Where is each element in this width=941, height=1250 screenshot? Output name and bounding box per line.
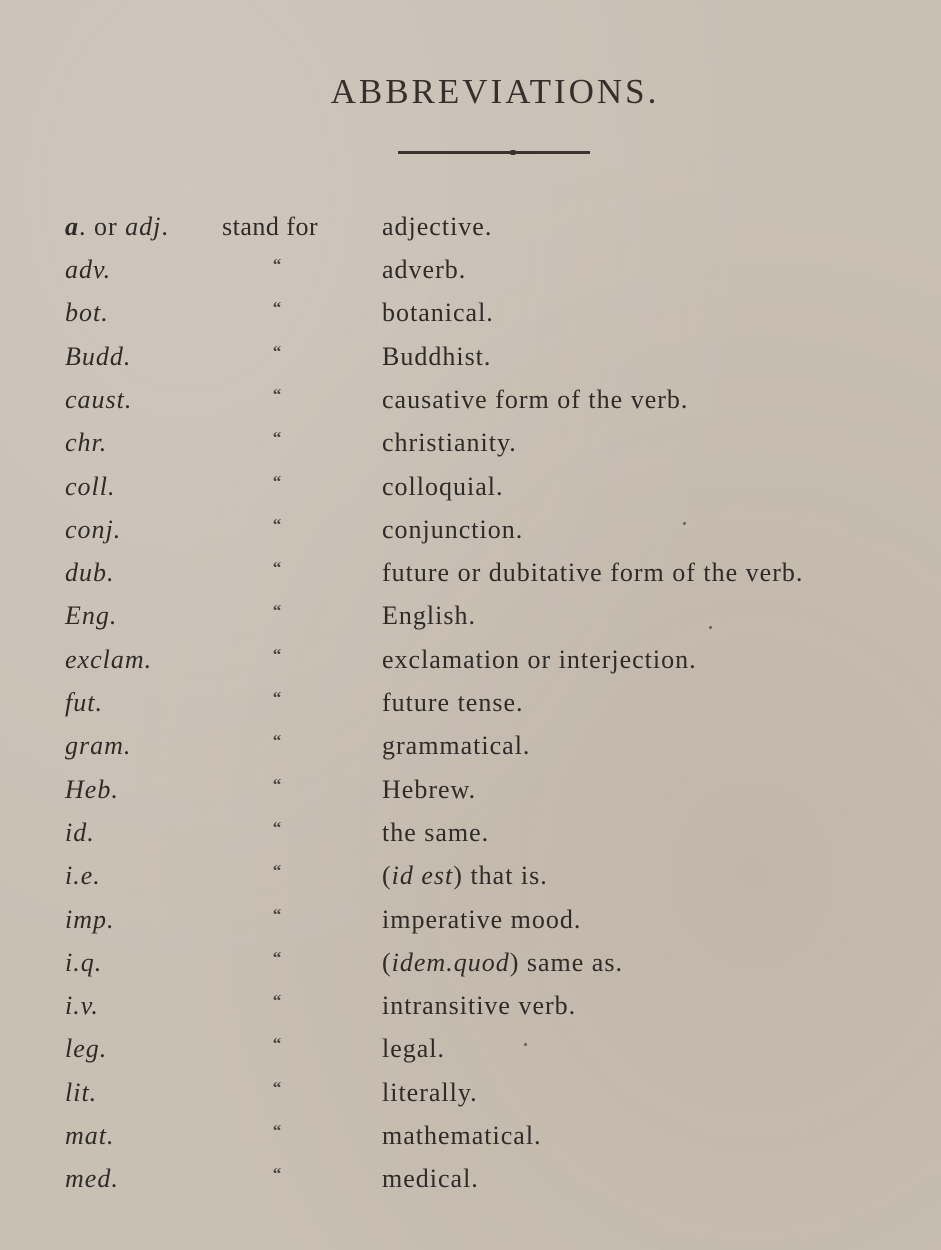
meaning-open: ( [382, 947, 392, 977]
ditto-mark: “ [272, 514, 282, 534]
meaning-text: botanical. [382, 298, 494, 328]
meaning-open: ( [382, 861, 392, 891]
ditto-mark: “ [272, 774, 282, 794]
meaning-text: future or dubitative form of the verb. [382, 558, 804, 588]
abbreviation: chr. [65, 428, 108, 458]
meaning-text: literally. [382, 1077, 478, 1107]
abbreviation: imp. [65, 904, 115, 934]
meaning-text: intransitive verb. [382, 991, 577, 1021]
ditto-mark: “ [272, 1034, 282, 1054]
title-rule [398, 151, 590, 154]
ditto-mark: “ [272, 601, 282, 621]
meaning-text: Hebrew. [382, 774, 477, 804]
meaning-text: future tense. [382, 688, 524, 717]
ditto-mark: “ [272, 904, 282, 924]
meaning-text: grammatical. [382, 731, 531, 761]
meaning-text: Buddhist. [382, 341, 492, 371]
ditto-mark: “ [272, 384, 282, 404]
abbreviation: Budd. [65, 341, 132, 371]
ditto-mark: “ [272, 428, 282, 448]
list-item [0, 638, 941, 681]
page-title: ABBREVIATIONS. [330, 72, 660, 111]
list-item [0, 941, 941, 984]
list-item [0, 335, 941, 378]
ditto-mark: “ [272, 1121, 282, 1140]
abbr-or: . or [79, 212, 126, 241]
abbreviation: adv. [65, 255, 112, 284]
meaning-text: conjunction. [382, 514, 524, 544]
meaning-close: ) same as. [509, 947, 623, 977]
ditto-mark: “ [272, 644, 282, 664]
paper-speck [524, 1043, 527, 1046]
abbreviation: Eng. [65, 601, 118, 631]
meaning-text: medical. [382, 1164, 479, 1194]
meaning-text [382, 941, 623, 984]
meaning-close: ) that is. [453, 861, 548, 891]
list-item [0, 1157, 941, 1200]
list-item [0, 291, 941, 334]
header-row [0, 205, 941, 248]
meaning-text: adjective. [382, 212, 493, 241]
ditto-mark: “ [272, 991, 282, 1011]
abbreviation: exclam. [65, 644, 153, 674]
abbreviation: mat. [65, 1121, 115, 1150]
stand-for-label: stand for [222, 212, 319, 241]
abbreviation: i.v. [65, 991, 99, 1021]
list-item [0, 465, 941, 508]
abbreviation: dub. [65, 558, 115, 588]
abbreviation: lit. [65, 1077, 98, 1107]
ditto-mark: “ [272, 688, 282, 707]
meaning-text: causative form of the verb. [382, 384, 689, 414]
meaning-text: christianity. [382, 428, 517, 458]
paper-speck [683, 522, 686, 525]
meaning-latin: id est [391, 861, 454, 891]
meaning-text: imperative mood. [382, 904, 582, 934]
abbreviation: id. [65, 817, 95, 847]
ditto-mark: “ [272, 817, 282, 837]
list-item [0, 1027, 941, 1070]
abbr-cell [65, 205, 169, 248]
list-item [0, 768, 941, 811]
abbreviation: med. [65, 1164, 119, 1194]
ditto-mark: “ [272, 255, 282, 274]
ditto-mark: “ [272, 558, 282, 578]
list-item [0, 984, 941, 1027]
meaning-text: exclamation or interjection. [382, 644, 697, 674]
list-item [0, 594, 941, 637]
meaning-text: English. [382, 601, 476, 631]
ditto-mark: “ [272, 1164, 282, 1184]
paper-speck [709, 626, 712, 629]
list-item [0, 854, 941, 897]
ditto-mark: “ [272, 861, 282, 881]
list-item [0, 898, 941, 941]
list-item [0, 421, 941, 464]
abbreviation: fut. [65, 688, 103, 717]
list-item [0, 1114, 941, 1157]
abbr-dot: . [161, 212, 169, 241]
abbreviation: i.q. [65, 947, 103, 977]
meaning-text: mathematical. [382, 1121, 542, 1150]
abbreviation: caust. [65, 384, 133, 414]
ditto-mark: “ [272, 341, 282, 361]
meaning-text: colloquial. [382, 471, 504, 501]
abbreviation: coll. [65, 471, 116, 501]
abbreviation: bot. [65, 298, 109, 328]
list-item [0, 551, 941, 594]
ditto-mark: “ [272, 298, 282, 318]
abbreviation: leg. [65, 1034, 108, 1064]
ditto-mark: “ [272, 731, 282, 751]
ditto-mark: “ [272, 471, 282, 491]
abbreviation: gram. [65, 731, 132, 761]
abbr-a: a [65, 212, 79, 241]
list-item [0, 378, 941, 421]
list-item [0, 508, 941, 551]
abbreviation: Heb. [65, 774, 119, 804]
list-item [0, 248, 941, 291]
list-item [0, 1071, 941, 1114]
ditto-mark: “ [272, 947, 282, 967]
list-item [0, 681, 941, 724]
meaning-text: legal. [382, 1034, 446, 1064]
ditto-mark: “ [272, 1077, 282, 1097]
abbr-adj: adj [125, 212, 162, 241]
meaning-latin: idem.quod [391, 947, 510, 977]
abbreviation: conj. [65, 514, 122, 544]
meaning-text [382, 854, 548, 897]
meaning-text: adverb. [382, 255, 467, 284]
list-item [0, 724, 941, 767]
list-item [0, 811, 941, 854]
meaning-text: the same. [382, 817, 490, 847]
abbreviation: i.e. [65, 861, 101, 891]
